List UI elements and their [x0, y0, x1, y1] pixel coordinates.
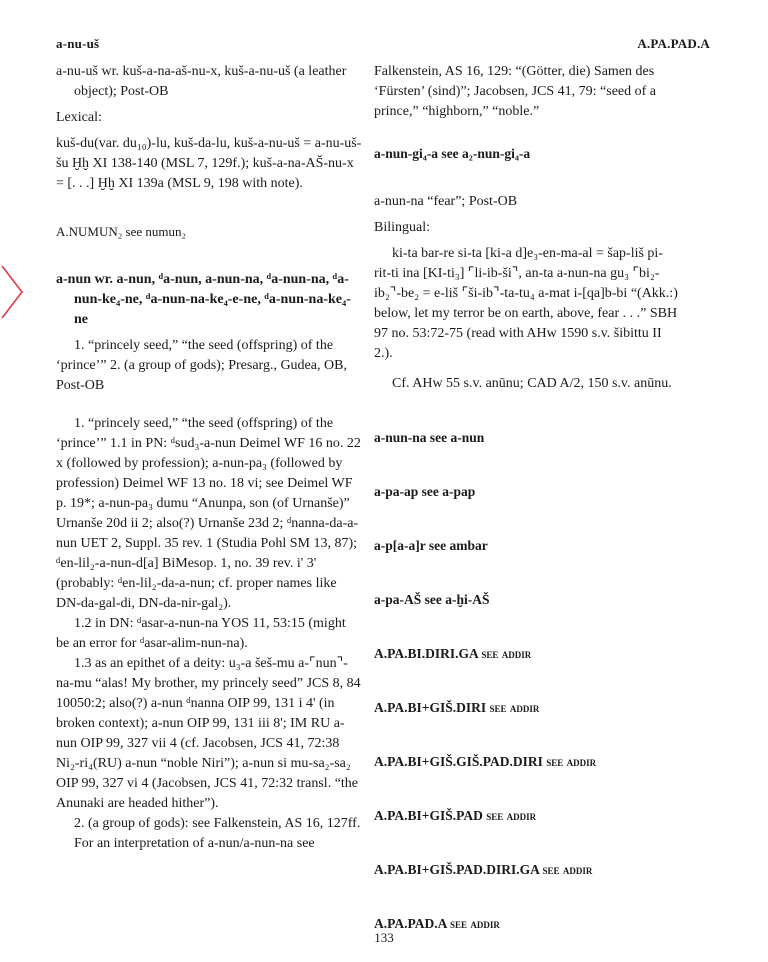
- left-column: [56, 62, 362, 854]
- crossref-entry: A.PA.BI+GIŠ.DIRI see addir: [374, 700, 540, 715]
- lexical-citation: kuš-du(var. du₁₀)-lu, kuš-da-lu, kuš-a-nu-uš = a-nu-uš-šu Ḫḫ XI 138-140 (MSL 7, 129f.); kuš-a-na-AŠ-nu-x = [. . .] Ḫḫ XI 139a (MSL 9, 198 with note).: [56, 136, 362, 191]
- bilingual-heading: Bilingual:: [374, 220, 430, 235]
- crossref-entry: A.PA.BI.DIRI.GA see addir: [374, 646, 532, 661]
- section-1-2: 1.2 in DN: ᵈasar-a-nun-na YOS 11, 53:15 (might be an error for ᵈasar-alim-nun-na).: [56, 616, 346, 651]
- running-head-right: A.PA.PAD.A: [637, 36, 710, 51]
- running-head-left: a-nu-uš: [56, 36, 100, 51]
- crossref-entry: a-pa-ap see a-pap: [374, 484, 476, 499]
- continuation-text: Falkenstein, AS 16, 129: “(Götter, die) Samen des ‘Fürsten’ (sind)”; Jacobsen, JCS 41, 79: “seed of a prince,” “highborn,” “noble.”: [374, 64, 657, 119]
- entry-anun-gi4-a: a-nun-gi₄-a see a₂-nun-gi₄-a: [374, 146, 531, 161]
- crossref-entry: A.PA.BI+GIŠ.PAD see addir: [374, 808, 537, 823]
- entry-anumun-crossref: A.NUMUN₂ see numun₂: [56, 224, 187, 239]
- entry-anun-summary: 1. “princely seed,” “the seed (offspring) of the ‘prince’” 2. (a group of gods); Presarg., Gudea, OB, Post-OB: [56, 338, 347, 393]
- bilingual-citation: ki-ta bar-re si-ta [ki-a d]e₃-en-ma-al = šap-liš pi-rit-ti ina [KI-ti₃] ⌜li-ib-ši⌝, an-ta a-nun-na gu₃ ⌜bi₂-ib₂⌝-be₂ = e-liš ⌜ši-ib⌝-ta-tu₄ a-mat i-[qa]b-bi “(Akk.:) below, let my terror be on earth, above, fear . . .” SBH 97 no. 53:72-75 (read with AHw 1590 s.v. šibittu II 2.).: [374, 246, 678, 361]
- section-1-3: 1.3 as an epithet of a deity: u₃-a šeš-mu a-⌜nun⌝-na-mu “alas! My brother, my princely seed” JCS 8, 84 10050:2; also(?) a-nun ᵈnanna OIP 99, 131 i 4' (in broken context); a-nun OIP 99, 131 iii 8'; IM RU a-nun OIP 99, 327 vii 4 (cf. Jacobsen, JCS 41, 72:38 Ni₂-ri₄(RU) a-nun “noble Niri”); a-nun si mu-sa₂-sa₂ OIP 99, 327 vi 4 (Jacobsen, JCS 41, 72:32 transl. “the Anunaki are headed hither”).: [56, 656, 361, 811]
- entry-anun-na-fear: a-nun-na “fear”; Post-OB: [374, 194, 518, 209]
- section-1-1: 1. “princely seed,” “the seed (offspring) of the ‘prince’” 1.1 in PN: ᵈsud₃-a-nun Deimel WF 16 no. 22 x (followed by profession); a-nun-pa₃ (followed by profession) Deimel WF 13 no. 18 vi; see Deimel WF p. 19*; a-nun-pa₃ dumu “Anunpa, son (of Urnanše)” Urnanše 20d ii 2; also(?) Urnanše 23d 2; ᵈnanna-da-a-nun UET 2, Suppl. 35 rev. 1 (Studia Pohl SM 13, 87); ᵈen-lil₂-a-nun-d[a] BiMesop. 1, no. 39 rev. i' 3' (probably: ᵈen-lil₂-da-a-nun; cf. proper names like DN-da-gal-di, DN-da-nir-gal₂).: [56, 416, 361, 611]
- crossref-entry: a-p[a-a]r see ambar: [374, 538, 488, 553]
- crossref-entry: A.PA.BI+GIŠ.PAD.DIRI.GA see addir: [374, 862, 593, 877]
- right-column: [374, 62, 678, 934]
- interpretation-note: For an interpretation of a-nun/a-nun-na see: [74, 836, 315, 851]
- section-2: 2. (a group of gods): see Falkenstein, AS 16, 127ff.: [74, 816, 361, 831]
- crossref-entry: A.PA.BI+GIŠ.GIŠ.PAD.DIRI see addir: [374, 754, 597, 769]
- entry-text: a-nu-uš wr. kuš-a-na-aš-nu-x, kuš-a-nu-uš (a leather object); Post-OB: [56, 64, 347, 99]
- lexical-heading: Lexical:: [56, 110, 102, 125]
- page-number: 133: [374, 930, 394, 945]
- margin-chevron-mark: [0, 264, 26, 320]
- crossref-entry: a-nun-na see a-nun: [374, 430, 485, 445]
- cf-reference: Cf. AHw 55 s.v. anūnu; CAD A/2, 150 s.v. anūnu.: [392, 376, 672, 391]
- entry-anu-us: [56, 62, 362, 102]
- crossref-entry: a-pa-AŠ see a-ḫi-AŠ: [374, 592, 490, 607]
- entry-anun-forms: a-nun wr. a-nun, ᵈa-nun, a-nun-na, ᵈa-nun-na, ᵈa-nun-ke₄-ne, ᵈa-nun-na-ke₄-e-ne, ᵈa-nun-na-ke₄-ne: [56, 272, 351, 327]
- crossref-entry: A.PA.PAD.A see addir: [374, 916, 500, 931]
